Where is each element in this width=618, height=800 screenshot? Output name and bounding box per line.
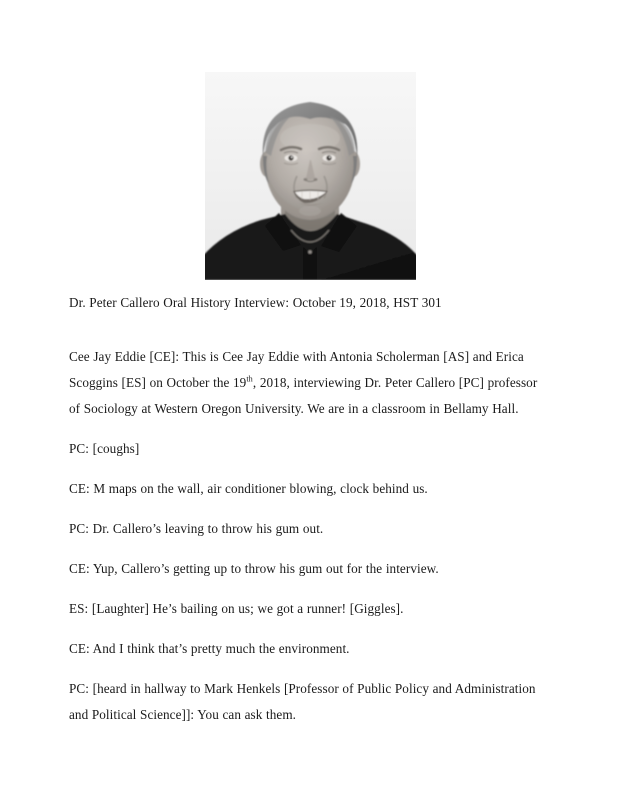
- paragraph-ce-maps: CE: M maps on the wall, air conditioner blowing, clock behind us.: [69, 481, 428, 496]
- paragraph-spacer: [69, 422, 546, 436]
- paragraph-ce-environment: CE: And I think that’s pretty much the environment.: [69, 641, 350, 656]
- paragraph-pc-gum: PC: Dr. Callero’s leaving to throw his gum out.: [69, 521, 324, 536]
- paragraph-spacer: [69, 542, 546, 556]
- paragraph-es-laughter: ES: [Laughter] He’s bailing on us; we got a runner! [Giggles].: [69, 601, 404, 616]
- transcript-paragraph: [69, 596, 546, 636]
- portrait-photo-peter-callero: [205, 72, 416, 280]
- paragraph-spacer: [69, 662, 546, 676]
- paragraph-pc-coughs: PC: [coughs]: [69, 441, 140, 456]
- transcript-paragraph: [69, 556, 546, 596]
- paragraph-spacer: [69, 502, 546, 516]
- transcript-paragraph: [69, 436, 546, 476]
- paragraph-container: [69, 344, 546, 742]
- transcript-paragraph: [69, 676, 546, 742]
- portrait-photo-svg: [205, 72, 416, 280]
- paragraph-spacer: [69, 462, 546, 476]
- spacer: [69, 330, 546, 344]
- paragraph-pc-hallway: PC: [heard in hallway to Mark Henkels [Professor of Public Policy and Administration and Political Science]]: You can ask them.: [69, 681, 536, 722]
- transcript-paragraph: [69, 344, 546, 436]
- transcript-body: [69, 290, 546, 742]
- paragraph-spacer: [69, 622, 546, 636]
- ordinal-suffix: th: [246, 374, 253, 384]
- paragraph-intro-ce: Cee Jay Eddie [CE]: This is Cee Jay Eddie with Antonia Scholerman [AS] and Erica Scoggins [ES] on October the 19th, 2018, interviewing Dr. Peter Callero [PC] professor of Sociology at Western Oregon University. We are in a classroom in Bellamy Hall.: [69, 349, 538, 416]
- paragraph-ce-gum: CE: Yup, Callero’s getting up to throw his gum out for the interview.: [69, 561, 439, 576]
- transcript-paragraph: [69, 636, 546, 676]
- transcript-paragraph: [69, 516, 546, 556]
- interview-title-line: Dr. Peter Callero Oral History Interview: October 19, 2018, HST 301: [69, 295, 442, 310]
- paragraph-spacer: [69, 582, 546, 596]
- transcript-paragraph: [69, 476, 546, 516]
- paragraph-spacer: [69, 728, 546, 742]
